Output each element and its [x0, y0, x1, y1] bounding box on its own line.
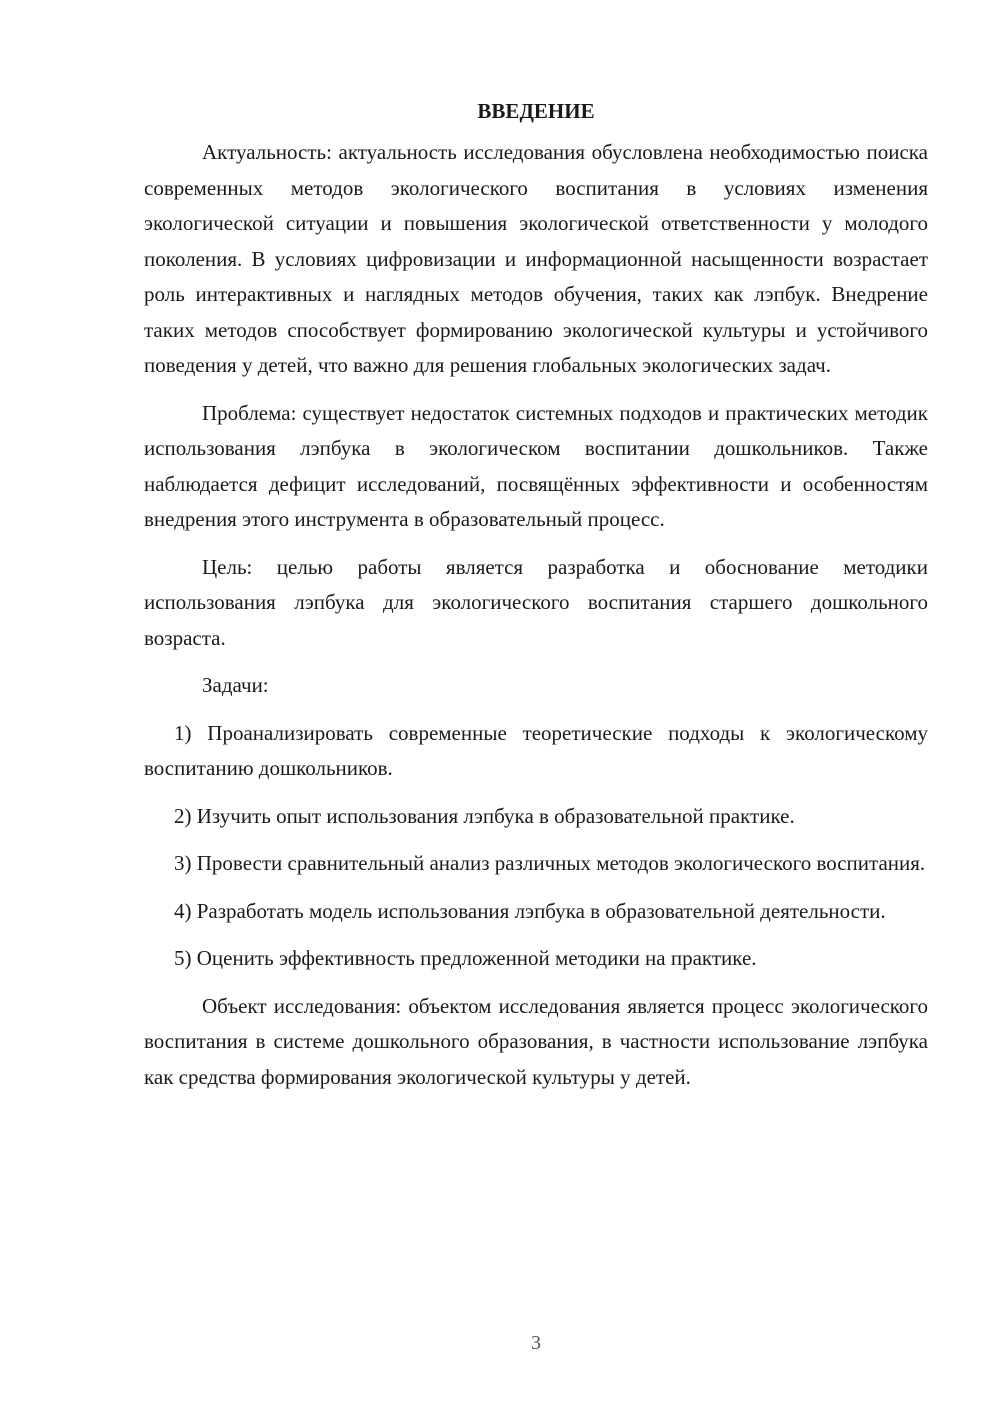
task-item-2: 2) Изучить опыт использования лэпбука в образовательной практике. [174, 803, 795, 828]
document-title: ВВЕДЕНИЕ [477, 99, 595, 123]
page-number: 3 [531, 1332, 541, 1354]
task-item-4: 4) Разработать модель использования лэпбука в образовательной деятельности. [174, 898, 886, 923]
task-item-3: 3) Провести сравнительный анализ различных методов экологического воспитания. [174, 851, 926, 875]
task-item-1: 1) Проанализировать современные теоретические подходы к экологическому воспитанию дошкольников. [144, 720, 928, 780]
task-item-5: 5) Оценить эффективность предложенной методики на практике. [174, 946, 757, 970]
problem-paragraph: Проблема: существует недостаток системных подходов и практических методик использования лэпбука в экологическом воспитании дошкольников. Также наблюдается дефицит исследований, посвящённых эффективности и особенностям внедрения этого инструмента в образовательный процесс. [144, 400, 928, 531]
tasks-heading: Задачи: [202, 673, 269, 697]
relevance-paragraph: Актуальность: актуальность исследования обусловлена необходимостью поиска современных методов экологического воспитания в условиях изменения экологической ситуации и повышения экологической ответственности у молодого поколения. В условиях цифровизации и информационной насыщенности возрастает роль интерактивных и наглядных методов обучения, таких как лэпбук. Внедрение таких методов способствует формированию экологической культуры и устойчивого поведения у детей, что важно для решения глобальных экологических задач. [144, 140, 928, 377]
goal-paragraph: Цель: целью работы является разработка и обоснование методики использования лэпбука для экологического воспитания старшего дошкольного возраста. [144, 554, 928, 650]
object-paragraph: Объект исследования: объектом исследования является процесс экологического воспитания в системе дошкольного образования, в частности использование лэпбука как средства формирования экологической культуры у детей. [144, 993, 928, 1089]
document-page [144, 94, 928, 1107]
